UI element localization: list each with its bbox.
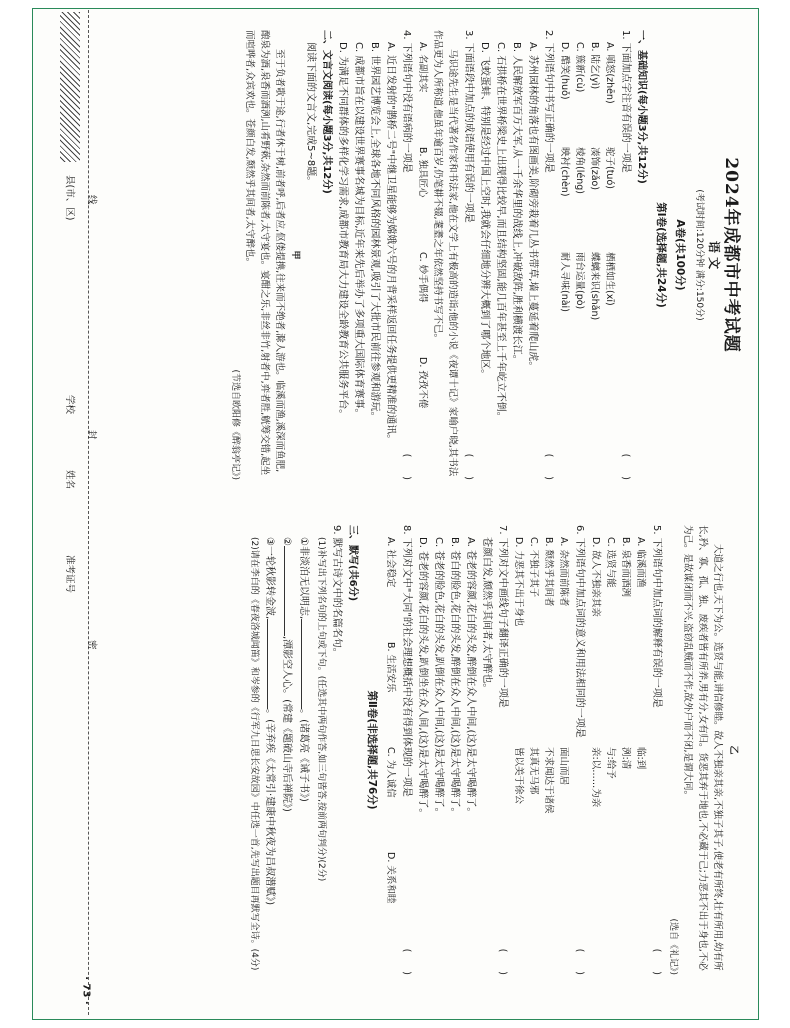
q9-part-2: (2)请在李白的《春夜洛城闻笛》和岑参的《行军九日思长安故园》中任选一首,先写出题目再默写全诗。(4分) (249, 537, 259, 971)
page-number: · 73 · (80, 976, 92, 1005)
part-2-intro: 阅读下面的文言文,完成5~8题。 (305, 42, 316, 187)
question-5: 5. 下列语句中加点词的解释有误的一项是 ( ) (651, 525, 662, 975)
q7-option-c: C. 苍老的脸色,花白的头发,趴倒在众人中间,(这)是太守喝醉了。 (433, 537, 444, 818)
question-9: 9. 默写古诗文中的名篇名句。 (331, 525, 342, 658)
q2-option-b: B. 人民解放军百万大军,从一千余华里的战线上,冲破敌阵,胜利横渡长江。 (511, 42, 522, 365)
section-2-heading: 第Ⅱ卷(非选择题,共76分) (366, 690, 378, 810)
question-5-options: A. 临溪而渔 临:到 B. 泉香而酒洌 洌:清 C. 选贤与能 与:给予 D. 故人不独亲其亲 亲:以……为亲 (590, 537, 646, 808)
question-6-options: A. 杂然而前陈者 面山而居 B. 颓然乎其间者 不求闻达于诸侯 C. 不独子其子 其真无马邪 D. 力恶其不出于身也 皆以美于徐公 (513, 537, 569, 814)
county-label: 县(市、区) (64, 175, 75, 221)
passage-yi: 大道之行也,天下为公。选贤与能,讲信修睦。故人不独亲其亲,不独子其子,使老有所终,壮有所用,幼有所长,矜、寡、孤、独、废疾者皆有所养,男有分,女有归。货恶其弃于地也,不必藏于己;力恶其不出于身也,不必为己。是故谋闭而不兴,盗窃乱贼而不作,故外户而不闭,是谓大同。 (682, 525, 723, 971)
q9-item-a: ①非淡泊无以明志,。(诸葛亮《诫子书》) (296, 525, 312, 975)
passage-yi-label: 乙 (728, 745, 738, 755)
seal-line-label: 线 (86, 195, 97, 205)
question-1-options: A. 嗔怒(zhēn) 驼子(tuó) 栖栖如生(xī) B. 陆乞(yì) 凑饰(zǎo) 蝶螭来识(shǎn) C. 簇新(cù) 棱角(léng) 雨台运量(pò) D. 酷笑(huǒ) 映衬(chèn) 耐人寻味(nài) (559, 42, 615, 321)
q9-part-1: (1)补写出下列名句的上句或下句。(任选其中两句作答,如三句皆答,按前两句判分)(2分) (316, 537, 326, 882)
passage-jia: 至于负者歌于途,行者休于树,前者呼,后者应,伛偻提携,往来而不绝者,滁人游也。临溪而渔,溪深而鱼肥,酿泉为酒,泉香而酒洌,山肴野蔌,杂然而前陈者,太守宴也。宴酣之乐,非丝非竹,射者中,弈者胜,觥筹交错,起坐而喧哗者,众宾欢也。苍颜白发,颓然乎其间者,太守醉也。 (244, 30, 285, 476)
question-3-options: A. 名副其实 B. 独具匠心 C. 妙手偶得 D. 孜孜不倦 (417, 42, 428, 409)
question-1: 1. 下面加点字注音有误的一项是 ( ) (620, 30, 631, 480)
seal-secret-label: 密 (86, 640, 97, 650)
part-3-heading: 三、默写(共6分) (347, 525, 358, 602)
school-label: 学校 (64, 395, 75, 415)
right-column (100, 525, 740, 975)
q7-option-d: D. 苍老的容颜,花白的头发,趴倒坐在众人间,(这)是太守喝醉了。 (417, 537, 428, 819)
passage-jia-label: 甲 (290, 250, 300, 260)
q3-passage: 马识途先生是当代著名作家和书法家,他在文学上有极高的造诣;他的小说《夜谭十记》家喻户晓,其书法作品更为人所称道,他虽年逾百岁,仍笔耕不辍,耄耋之年依然坚持书写不已。 (432, 30, 458, 477)
part-1-heading: 一、基础知识(每小题3分,共12分) (636, 30, 647, 184)
q4-option-b: B. 世界园艺博览会上,全球各地不同风格的园林景观,吸引了大批市民前往参观和游玩。 (369, 42, 380, 422)
question-6: 6. 下列语句中加点词的意义和用法相同的一项是 ( ) (574, 525, 585, 975)
hatched-seal-area (60, 12, 80, 162)
q2-option-a: A. 苏州园林的角落也有图画美,阶砌旁栽着几丛书带草,墙上蔓延着爬山虎。 (527, 42, 538, 372)
passage-yi-source: (选自《礼记》) (668, 918, 678, 975)
q4-option-a: A. 近日发射的"鹊桥二号"中继卫星能够为嫦娥六号的月背采样返回任务提供更精准的通讯。 (385, 42, 396, 445)
question-8: 8. 下列对文中"大同"的社会理想概括中没有得到体现的一项是 ( ) (401, 525, 412, 975)
q4-option-d: D. 为满足不同群体的多样化学习需求,成都市教育局大力建设全龄教育公共服务平台。 (337, 42, 348, 420)
name-label: 姓名 (64, 470, 75, 490)
exam-title: 2024年成都市中考试题 (721, 157, 741, 353)
seal-seal-label: 封 (86, 430, 97, 440)
passage-jia-source: (节选自欧阳修《醉翁亭记》) (230, 369, 240, 480)
question-3: 3. 下面语段中加点的成语使用有误的一项是 ( ) (463, 30, 474, 480)
exam-subject: 语 文 (707, 240, 721, 270)
seal-dashed-line (88, 10, 90, 1015)
answer-blank-a[interactable] (301, 619, 312, 709)
part-2-heading: 二、文言文阅读(每小题3分,共12分) (321, 30, 332, 194)
left-column (100, 30, 740, 480)
q2-option-d: D. 飞蛟蛋蚌、特别是经过中国上空时,我就会仔细地分辨大概到了哪个地区。 (479, 42, 490, 380)
rotated-content (100, 30, 740, 990)
ticket-label: 准考证号 (64, 555, 75, 594)
q4-option-c: C. 成都市旨在以建设世界赛事名城为目标,近年来先后举办了多项重大国际体育赛事。 (353, 42, 364, 419)
answer-blank-b[interactable] (284, 546, 295, 636)
volume-a: A卷(共100分) (674, 219, 686, 291)
q2-option-c: C. 石拱桥在世界桥梁史上出现得比较早,而且结构坚固,能几百年甚至上千年屹立不倒。 (495, 42, 506, 422)
q9-item-c: ③一轮秋影转金波,。(辛弃疾《太常引·建康中秋夜为吕叔潜赋》) (262, 525, 278, 975)
q9-item-b: ②,潭影空人心。(常建《题破山寺后禅院》) (279, 525, 295, 975)
question-4: 4. 下列语句中没有语病的一项是 ( ) (401, 30, 412, 480)
answer-blank-c[interactable] (267, 619, 278, 709)
question-2: 2. 下列语句中书写正确的一项是 ( ) (543, 30, 554, 480)
section-1-heading: 第Ⅰ卷(选择题,共24分) (655, 202, 667, 308)
q7-sentence: 苍颜白发,颓然乎其间者,太守醉也。 (481, 537, 492, 694)
q7-option-b: B. 苍白的脸色,花白的头发,醉倒在众人中间,(这)是太守喝醉了。 (449, 537, 460, 818)
q7-option-a: A. 苍老的容颜,花白的头发,醉倒在众人中间,(这)是太守喝醉了。 (465, 537, 476, 818)
question-8-options: A. 社会稳定 B. 生活安乐 C. 为人诚信 D. 关系和睦 (385, 537, 396, 904)
question-7: 7. 下列对文中画线句子翻译正确的一项是 ( ) (497, 525, 508, 975)
exam-time-note: (考试时间:120分钟 满分:150分) (694, 189, 704, 321)
